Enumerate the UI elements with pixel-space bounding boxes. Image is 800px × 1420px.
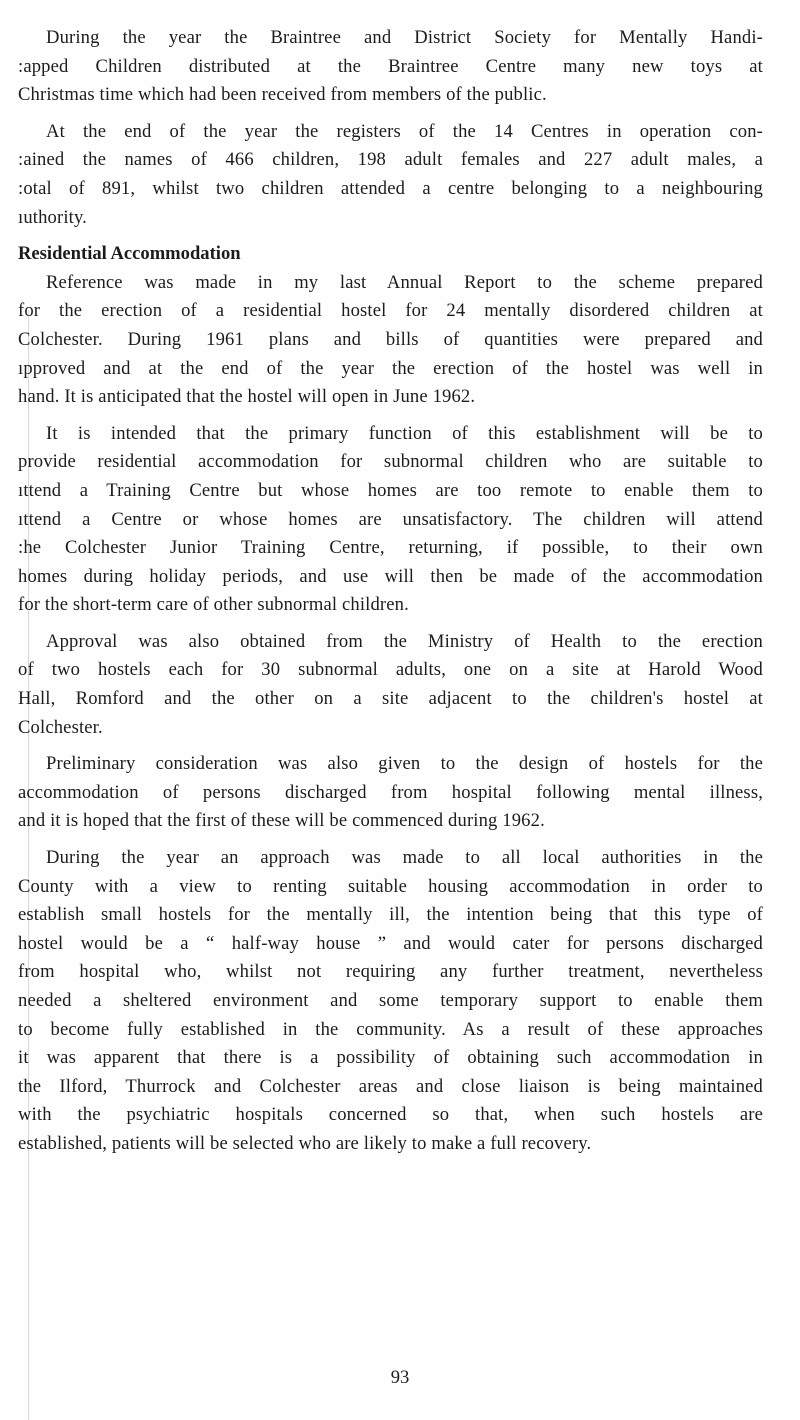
text-line: for the short-term care of other subnormal children. — [18, 594, 409, 616]
text-line: Approval was also obtained from the Ministry of Health to the erection — [46, 630, 763, 652]
text-line: for the erection of a residential hostel for 24 mentally disordered children at — [18, 300, 763, 322]
text-line: ıpproved and at the end of the year the erection of the hostel was well in — [18, 357, 763, 379]
text-line: Preliminary consideration was also given to the design of hostels for the — [46, 753, 763, 775]
paragraph — [18, 420, 763, 620]
text-line: Colchester. During 1961 plans and bills of quantities were prepared and — [18, 328, 763, 350]
page-number: 93 — [390, 1367, 410, 1388]
text-line: from hospital who, whilst not requiring any further treatment, nevertheless — [18, 961, 763, 983]
text-line: hostel would be a “ half-way house ” and would cater for persons discharged — [18, 932, 763, 954]
text-line: the Ilford, Thurrock and Colchester areas and close liaison is being maintained — [18, 1075, 763, 1097]
text-line: ıuthority. — [18, 206, 87, 228]
paragraph — [18, 269, 763, 412]
document-page — [18, 24, 763, 1167]
text-line: to become fully established in the community. As a result of these approaches — [18, 1018, 763, 1040]
text-line: During the year an approach was made to all local authorities in the — [46, 847, 763, 869]
text-line: Reference was made in my last Annual Report to the scheme prepared — [46, 271, 763, 293]
text-line: Christmas time which had been received from members of the public. — [18, 84, 547, 106]
text-line: :otal of 891, whilst two children attended a centre belonging to a neighbouring — [18, 177, 763, 199]
text-line: ıttend a Training Centre but whose homes are too remote to enable them to — [18, 479, 763, 501]
section-heading: Residential Accommodation — [18, 243, 241, 265]
text-line: needed a sheltered environment and some temporary support to enable them — [18, 990, 763, 1011]
text-line: County with a view to renting suitable housing accommodation in order to — [18, 875, 763, 897]
text-line: At the end of the year the registers of the 14 Centres in operation con- — [46, 120, 763, 142]
text-line: During the year the Braintree and District Society for Mentally Handi- — [46, 27, 763, 48]
text-line: with the psychiatric hospitals concerned so that, when such hostels are — [18, 1104, 763, 1126]
text-line: established, patients will be selected who are likely to make a full recovery. — [18, 1132, 592, 1154]
text-line: it was apparent that there is a possibility of obtaining such accommodation in — [18, 1047, 763, 1069]
paragraph — [18, 24, 763, 110]
text-line: of two hostels each for 30 subnormal adults, one on a site at Harold Wood — [18, 659, 763, 681]
text-line: Colchester. — [18, 716, 103, 738]
text-line: homes during holiday periods, and use will then be made of the accommodation — [18, 565, 763, 587]
paragraph — [18, 118, 763, 232]
text-line: :apped Children distributed at the Braintree Centre many new toys at — [18, 55, 763, 77]
paragraph — [18, 628, 763, 742]
text-line: Hall, Romford and the other on a site adjacent to the children's hostel at — [18, 688, 763, 710]
text-line: :he Colchester Junior Training Centre, returning, if possible, to their own — [18, 537, 763, 559]
text-line: and it is hoped that the first of these will be commenced during 1962. — [18, 810, 545, 832]
text-line: provide residential accommodation for subnormal children who are suitable to — [18, 451, 763, 473]
text-line: accommodation of persons discharged from hospital following mental illness, — [18, 781, 763, 803]
paragraph — [18, 844, 763, 1159]
text-line: establish small hostels for the mentally ill, the intention being that this type of — [18, 904, 763, 926]
paragraph — [18, 750, 763, 836]
text-line: It is intended that the primary function of this establishment will be to — [46, 422, 763, 444]
text-line: :ained the names of 466 children, 198 adult females and 227 adult males, a — [18, 149, 763, 171]
text-line: hand. It is anticipated that the hostel will open in June 1962. — [18, 386, 476, 408]
text-line: ıttend a Centre or whose homes are unsatisfactory. The children will attend — [18, 508, 763, 530]
